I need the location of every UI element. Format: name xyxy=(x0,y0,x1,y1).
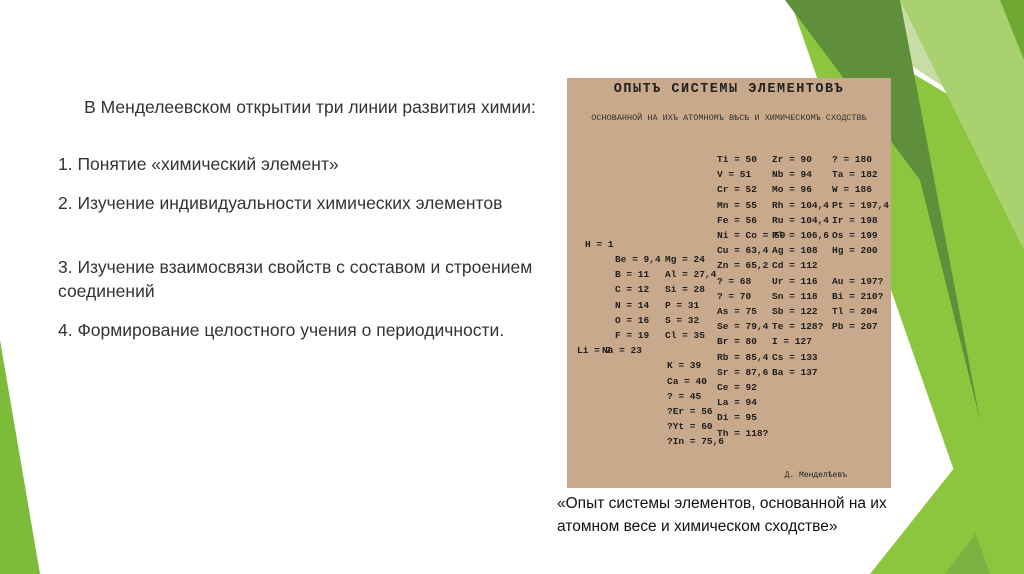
table-entry: Mo = 96 xyxy=(772,184,812,196)
table-entry: Li = 7 xyxy=(577,345,612,357)
table-entry: Zn = 65,2 xyxy=(717,260,769,272)
table-entry: ?Yt = 60 xyxy=(667,421,713,433)
table-subtitle: ОСНОВАННОЙ НА ИХЪ АТОМНОМЪ ВѢСѢ И ХИМИЧЕСКОМЪ СХОДСТВѢ xyxy=(591,113,867,123)
table-entry: Ur = 116 xyxy=(772,275,818,287)
table-entry: As = 75 xyxy=(717,306,757,317)
table-entry: Se = 79,4 xyxy=(717,321,769,333)
table-entry: Sb = 122 xyxy=(772,306,818,317)
table-entry: Cu = 63,4 xyxy=(717,245,769,257)
table-entry: S = 32 xyxy=(665,314,700,326)
list-item-2: 2. Изучение индивидуальности химических элементов xyxy=(58,193,503,213)
list-item-3: 3. Изучение взаимосвязи свойств с составом и строением соединений xyxy=(58,257,533,301)
table-entry: Zr = 90 xyxy=(772,154,812,165)
table-entry: Cs = 133 xyxy=(772,351,818,363)
table-entry: ? = 68 xyxy=(717,275,752,287)
table-entry: N = 14 xyxy=(615,299,650,311)
table-entry: Mg = 24 xyxy=(665,254,705,265)
table-entry: Mn = 55 xyxy=(717,199,757,211)
table-entry: Te = 128? xyxy=(772,321,824,333)
table-entry: Be = 9,4 xyxy=(615,254,661,265)
table-entry: Tl = 204 xyxy=(832,306,878,317)
table-entry: ?Er = 56 xyxy=(667,406,713,417)
table-entry: Ce = 92 xyxy=(717,382,757,393)
table-entry: ? = 70 xyxy=(717,290,752,302)
table-entry: Ni = Co = 59 xyxy=(717,230,786,241)
table-entry: B = 11 xyxy=(615,269,650,281)
list-item-4: 4. Формирование целостного учения о периодичности. xyxy=(58,320,505,340)
table-entry: Th = 118? xyxy=(717,427,769,439)
table-entry: P = 31 xyxy=(665,299,700,311)
table-entry: Al = 27,4 xyxy=(665,269,717,281)
table-title: ОПЫТЪ СИСТЕМЫ ЭЛЕМЕНТОВЪ xyxy=(613,82,845,97)
table-entry: Cd = 112 xyxy=(772,260,818,272)
table-entry: Si = 28 xyxy=(665,284,705,296)
table-entry: Ta = 182 xyxy=(832,169,878,181)
table-entry: Cl = 35 xyxy=(665,330,705,341)
table-entry: Pl = 106,6 xyxy=(772,230,830,241)
table-entry: K = 39 xyxy=(667,360,702,372)
table-entry: I = 127 xyxy=(772,336,812,348)
table-entry: Pb = 207 xyxy=(832,321,878,333)
table-entry: Ag = 108 xyxy=(772,245,818,257)
table-entry: Ca = 40 xyxy=(667,375,707,387)
table-entry: Ru = 104,4 xyxy=(772,214,830,226)
table-entry: Di = 95 xyxy=(717,412,757,424)
table-entry: Sn = 118 xyxy=(772,290,818,302)
table-entry: Bi = 210? xyxy=(832,290,884,302)
intro-text: В Менделеевском открытии три линии развития химии: xyxy=(84,97,536,117)
table-entry: Cr = 52 xyxy=(717,184,757,196)
table-entry: Pt = 197,4 xyxy=(832,199,890,211)
table-entry: H = 1 xyxy=(585,239,614,250)
image-caption: «Опыт системы элементов, основанной на их атомном весе и химическом сходстве» xyxy=(557,495,887,535)
table-entry: O = 16 xyxy=(615,314,650,326)
table-entry: Os = 199 xyxy=(832,230,878,241)
table-entry: Ti = 50 xyxy=(717,154,757,165)
table-entry: ?In = 75,6 xyxy=(667,436,725,448)
table-entry: La = 94 xyxy=(717,397,757,409)
table-entry: Fe = 56 xyxy=(717,214,757,226)
table-entry: Hg = 200 xyxy=(832,245,878,257)
table-entry: Rb = 85,4 xyxy=(717,351,769,363)
table-entry: Rh = 104,4 xyxy=(772,199,830,211)
table-entry: Ir = 198 xyxy=(832,214,878,226)
table-entry: Br = 80 xyxy=(717,336,757,348)
table-entry: C = 12 xyxy=(615,284,650,296)
table-entry: Ba = 137 xyxy=(772,366,818,378)
table-entry: Au = 197? xyxy=(832,275,884,287)
periodic-table-image xyxy=(567,78,891,488)
table-entry: ? = 180 xyxy=(832,154,872,165)
table-entry: Na = 23 xyxy=(602,345,642,357)
table-entry: Nb = 94 xyxy=(772,169,812,181)
table-signature: Д. Менделѣевъ xyxy=(784,471,847,480)
table-entry: Sr = 87,6 xyxy=(717,366,769,378)
table-entry: W = 186 xyxy=(832,184,872,196)
list-item-1: 1. Понятие «химический элемент» xyxy=(58,154,339,174)
table-entry: ? = 45 xyxy=(667,390,702,402)
table-entry: F = 19 xyxy=(615,330,650,341)
table-entry: V = 51 xyxy=(717,169,752,181)
